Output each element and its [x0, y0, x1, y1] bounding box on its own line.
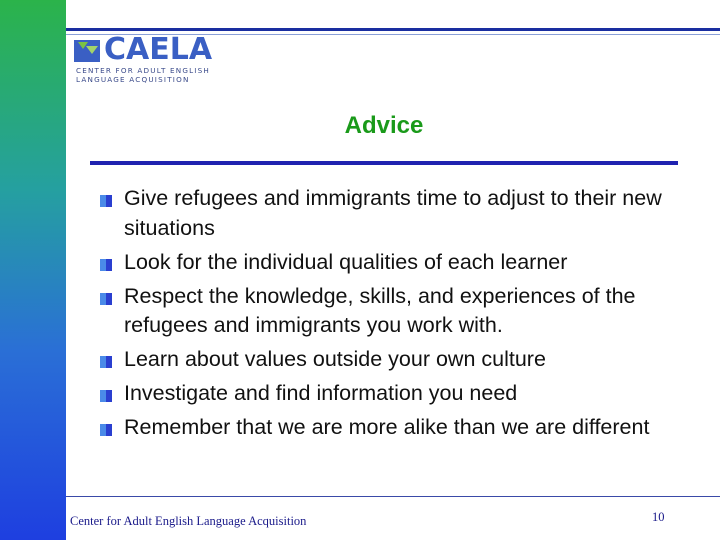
bullet-item [100, 184, 700, 243]
left-gradient-band [0, 0, 66, 540]
logo-subtitle-line1: CENTER FOR ADULT ENGLISH [76, 66, 210, 75]
caela-logo-mark-icon [74, 36, 102, 64]
bullet-text: Look for the individual qualities of each learner [124, 249, 568, 274]
square-bullet-icon [100, 390, 112, 402]
bullet-text: Investigate and find information you need [124, 381, 518, 405]
bullet-text: Remember that we are more alike than we are different [124, 415, 650, 439]
bullet-item [100, 282, 700, 341]
bullet-item [100, 345, 700, 375]
slide-title: Advice [344, 112, 424, 139]
square-bullet-icon [100, 424, 112, 436]
bullet-text: Learn about values outside your own culture [124, 347, 546, 371]
logo-subtitle-line2: LANGUAGE ACQUISITION [76, 75, 190, 84]
page-number: 10 [652, 510, 665, 524]
square-bullet-icon [100, 195, 112, 207]
title-underline [90, 161, 678, 165]
bullet-item [100, 248, 700, 278]
square-bullet-icon [100, 259, 112, 271]
bullet-text: Give refugees and immigrants time to adjust to their new situations [124, 186, 662, 240]
bullet-text: Respect the knowledge, skills, and experiences of the refugees and immigrants you work with. [124, 283, 636, 337]
square-bullet-icon [100, 356, 112, 368]
caela-logo [74, 34, 224, 86]
footer-organization: Center for Adult English Language Acquisition [70, 514, 307, 528]
logo-subtitle [76, 66, 226, 84]
top-rule [66, 28, 720, 31]
bullet-list [100, 184, 700, 447]
square-bullet-icon [100, 293, 112, 305]
logo-wordmark: CAELA [104, 32, 213, 67]
footer-rule [66, 496, 720, 497]
bullet-item [100, 379, 700, 409]
bullet-item [100, 413, 700, 443]
